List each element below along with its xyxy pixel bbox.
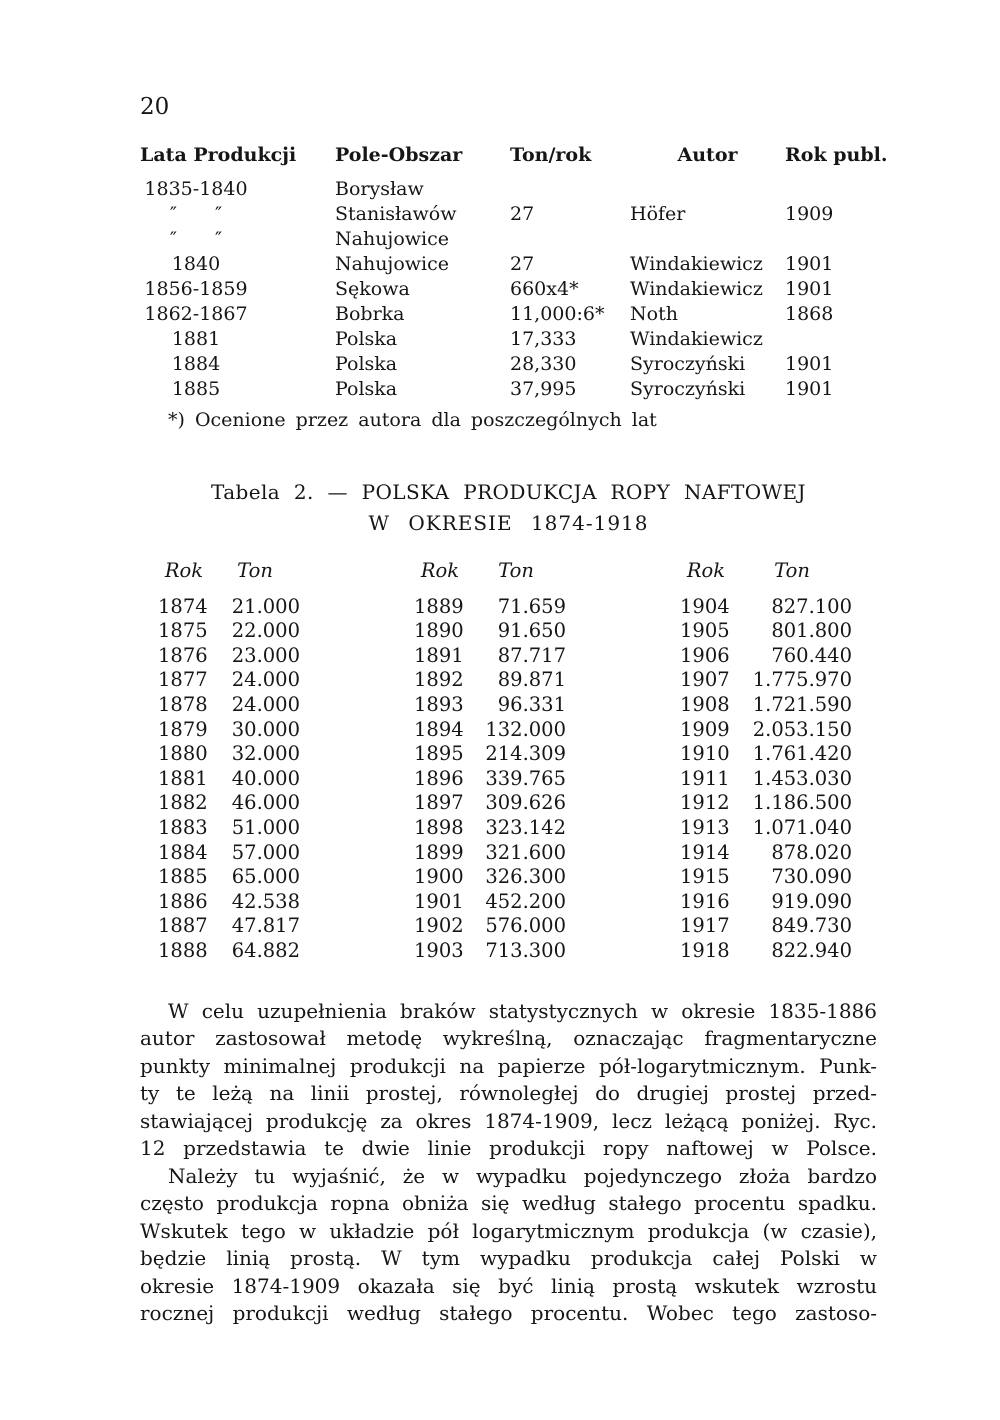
year-ton-row (414, 841, 566, 866)
t1-cell-ton: 17,333 (510, 327, 577, 350)
t1-cell-autor: Windakiewicz (630, 327, 763, 350)
year-ton-row (414, 890, 566, 915)
t1-cell-lata (140, 176, 335, 201)
t2-ton-value: 23.000 (231, 643, 300, 667)
t2-ton-value: 1.453.030 (752, 766, 852, 790)
text-line: W celu uzupełnienia braków statystycznych w okresie 1835-1886 (168, 998, 877, 1023)
year-ton-column-3 (680, 559, 852, 964)
year-ton-row (414, 693, 566, 718)
text-line: okresie 1874-1909 okazała się być linią prostą wskutek wzrostu (140, 1273, 877, 1298)
year-ton-row (680, 865, 852, 890)
t1-cell-autor (630, 176, 785, 201)
t2-year-value: 1885 (158, 865, 208, 889)
t1-cell-lata (140, 351, 335, 376)
t2-ton-value: 849.730 (771, 914, 852, 938)
year-ton-row (158, 668, 300, 693)
t2-ton-value: 24.000 (231, 668, 300, 692)
t2-ton-value: 801.800 (771, 619, 852, 643)
t2-ton-value: 89.871 (497, 668, 566, 692)
t2-ton-value: 96.331 (497, 692, 566, 716)
year-ton-row (680, 619, 852, 644)
year-ton-row (158, 693, 300, 718)
year-ton-row (680, 767, 852, 792)
t1-cell-pole: Polska (335, 327, 398, 350)
text-line: rocznej produkcji według stałego procentu. Wobec tego zastoso- (140, 1301, 877, 1325)
t2-year-value: 1909 (680, 717, 730, 741)
t2-ton-value: 47.817 (231, 914, 300, 938)
t1-cell-lata (140, 226, 335, 251)
t2-year-value: 1875 (158, 619, 208, 643)
t2-year-value: 1888 (158, 938, 208, 962)
year-ton-row (158, 865, 300, 890)
t1-cell-rok-publ: 1901 (785, 377, 834, 400)
t1-cell-ton (510, 226, 630, 251)
t1-cell-rok-publ: 1901 (785, 277, 834, 300)
t1-cell-ton: 660x4* (510, 277, 579, 300)
t1-cell-pole: Polska (335, 377, 398, 400)
t2-year-value: 1886 (158, 889, 208, 913)
t2-year-value: 1916 (680, 889, 730, 913)
t2-year-value: 1914 (680, 840, 730, 864)
year-ton-row (414, 791, 566, 816)
year-ton-row (158, 841, 300, 866)
t1-cell-lata (140, 376, 335, 401)
text-line: 12 przedstawia te dwie linie produkcji ropy naftowej w Polsce. (140, 1136, 877, 1160)
t2-header-ton: Ton (498, 559, 534, 582)
table-row (140, 376, 877, 401)
t2-year-value: 1907 (680, 668, 730, 692)
t2-year-value: 1887 (158, 914, 208, 938)
year-ton-row (680, 914, 852, 939)
text-line: stawiającej produkcję za okres 1874-1909, lecz leżącą poniżej. Ryc. (140, 1108, 877, 1133)
t2-year-value: 1913 (680, 815, 730, 839)
year-ton-row (158, 816, 300, 841)
t2-year-value: 1882 (158, 791, 208, 815)
t2-ton-value: 827.100 (771, 594, 852, 618)
t2-ton-value: 1.186.500 (752, 791, 852, 815)
t2-ton-value: 878.020 (771, 840, 852, 864)
year-ton-row (680, 939, 852, 964)
year-ton-row (414, 816, 566, 841)
production-by-year-table (140, 559, 877, 964)
t2-year-value: 1884 (158, 840, 208, 864)
year-ton-row (158, 595, 300, 620)
t1-cell-pole: Borysław (335, 177, 424, 200)
t2-year-value: 1874 (158, 594, 208, 618)
year-ton-row (414, 865, 566, 890)
t2-year-value: 1880 (158, 742, 208, 766)
t1-cell-rok-publ: 1909 (785, 202, 834, 225)
t2-year-value: 1883 (158, 815, 208, 839)
t1-cell-ton: 28,330 (510, 352, 577, 375)
t2-ton-value: 22.000 (231, 619, 300, 643)
t1-cell-ton: 11,000:6* (510, 302, 605, 325)
year-ton-column-2 (414, 559, 566, 964)
t2-year-value: 1877 (158, 668, 208, 692)
year-ton-header-row (414, 559, 566, 584)
t2-ton-value: 1.721.590 (752, 692, 852, 716)
table-row (140, 226, 877, 251)
t1-cell-ton: 37,995 (510, 377, 577, 400)
t1-cell-autor (630, 226, 785, 251)
page-number: 20 (140, 94, 170, 120)
t1-cell-lata (140, 251, 335, 276)
t2-ton-value: 321.600 (485, 840, 566, 864)
year-ton-row (680, 742, 852, 767)
t1-cell-pole: Bobrka (335, 302, 405, 325)
t2-ton-value: 64.882 (231, 938, 300, 962)
t2-ton-value: 1.775.970 (752, 668, 852, 692)
t2-ton-value: 452.200 (485, 889, 566, 913)
production-sources-table (140, 144, 888, 401)
year-ton-row (680, 595, 852, 620)
t2-year-value: 1895 (414, 742, 464, 766)
body-text (140, 998, 877, 1328)
t2-header-ton: Ton (237, 559, 273, 582)
year-ton-row (158, 644, 300, 669)
table-row (140, 276, 877, 301)
t2-ton-value: 1.071.040 (752, 815, 852, 839)
t2-year-value: 1902 (414, 914, 464, 938)
t2-year-value: 1908 (680, 692, 730, 716)
year-ton-row (680, 668, 852, 693)
t2-ton-value: 576.000 (485, 914, 566, 938)
year-ton-header-row (158, 559, 300, 584)
year-ton-row (680, 816, 852, 841)
text-line: często produkcja ropna obniża się według stałego procentu spadku. (140, 1191, 877, 1215)
t2-year-value: 1901 (414, 889, 464, 913)
t2-year-value: 1894 (414, 717, 464, 741)
t2-header-rok: Rok (686, 559, 726, 582)
t1-cell-lata (140, 326, 335, 351)
t1-header-ton-rok: Ton/rok (510, 144, 592, 166)
t2-year-value: 1891 (414, 643, 464, 667)
t2-ton-value: 32.000 (231, 742, 300, 766)
year-ton-row (414, 718, 566, 743)
t2-year-value: 1900 (414, 865, 464, 889)
t2-ton-value: 713.300 (485, 938, 566, 962)
t2-ton-value: 730.090 (771, 865, 852, 889)
year-ton-row (680, 890, 852, 915)
t2-ton-value: 214.309 (485, 742, 566, 766)
text-line: punkty minimalnej produkcji na papierze pół-logarytmicznym. Punk- (140, 1053, 877, 1078)
t2-year-value: 1889 (414, 594, 464, 618)
year-ton-row (158, 914, 300, 939)
text-line: autor zastosował metodę wykreślną, oznaczając fragmentaryczne (140, 1026, 877, 1050)
t1-lata-value: 1884 (171, 352, 221, 375)
t2-year-value: 1881 (158, 766, 208, 790)
t2-year-value: 1917 (680, 914, 730, 938)
t1-lata-value: 1881 (171, 327, 221, 350)
t2-year-value: 1910 (680, 742, 730, 766)
t1-cell-autor: Höfer (630, 202, 686, 225)
t1-lata-value: 1840 (171, 252, 221, 275)
year-ton-row (158, 939, 300, 964)
t1-cell-ton: 27 (510, 202, 535, 225)
year-ton-row (414, 939, 566, 964)
text-line: ty te leżą na linii prostej, równoległej do drugiej prostej przed- (140, 1081, 877, 1105)
t2-header-rok: Rok (164, 559, 204, 582)
year-ton-row (414, 742, 566, 767)
t1-cell-rok-publ: 1901 (785, 252, 834, 275)
t2-ton-value: 323.142 (485, 815, 566, 839)
t2-ton-value: 24.000 (231, 692, 300, 716)
table2-title-line1: Tabela 2. — POLSKA PRODUKCJA ROPY NAFTOWEJ (211, 480, 806, 504)
t2-ton-value: 30.000 (231, 717, 300, 741)
year-ton-header-row (680, 559, 852, 584)
t2-year-value: 1878 (158, 692, 208, 716)
text-line: Należy tu wyjaśnić, że w wypadku pojedynczego złoża bardzo (168, 1163, 877, 1188)
table-row (140, 301, 877, 326)
t2-ton-value: 132.000 (485, 717, 566, 741)
text-line: Wskutek tego w układzie pół logarytmicznym produkcja (w czasie), (140, 1218, 877, 1243)
year-ton-row (414, 914, 566, 939)
t1-cell-pole: Nahujowice (335, 227, 449, 250)
t2-ton-value: 57.000 (231, 840, 300, 864)
table2-title-line2: W OKRESIE 1874-1918 (368, 511, 649, 535)
t1-cell-autor: Syroczyński (630, 377, 746, 400)
year-ton-column-1 (158, 559, 300, 964)
t2-ton-value: 21.000 (231, 594, 300, 618)
year-ton-row (158, 742, 300, 767)
t1-cell-autor: Windakiewicz (630, 277, 763, 300)
t2-ton-value: 339.765 (485, 766, 566, 790)
t1-lata-value: 1862-1867 (144, 302, 248, 325)
t2-year-value: 1896 (414, 766, 464, 790)
t2-year-value: 1918 (680, 938, 730, 962)
t1-cell-lata (140, 276, 335, 301)
t1-header-lata-produkcji: Lata Produkcji (140, 144, 297, 166)
t1-header-autor: Autor (677, 144, 738, 166)
t1-cell-autor: Windakiewicz (630, 252, 763, 275)
t2-ton-value: 87.717 (497, 643, 566, 667)
year-ton-row (680, 841, 852, 866)
t1-lata-value: ″ ″ (169, 202, 223, 225)
text-line: będzie linią prostą. W tym wypadku produkcja całej Polski w (140, 1246, 877, 1270)
table-row (140, 176, 877, 201)
year-ton-row (414, 595, 566, 620)
year-ton-row (414, 668, 566, 693)
t1-cell-lata (140, 201, 335, 226)
t2-ton-value: 760.440 (771, 643, 852, 667)
t2-year-value: 1905 (680, 619, 730, 643)
year-ton-row (680, 718, 852, 743)
t2-ton-value: 71.659 (497, 594, 566, 618)
t2-year-value: 1876 (158, 643, 208, 667)
t1-cell-rok-publ: 1868 (785, 302, 834, 325)
t2-header-rok: Rok (420, 559, 460, 582)
t1-header-rok-publ: Rok publ. (785, 144, 888, 166)
t2-year-value: 1912 (680, 791, 730, 815)
paragraph-1 (140, 998, 877, 1163)
t2-year-value: 1911 (680, 766, 730, 790)
t2-year-value: 1899 (414, 840, 464, 864)
year-ton-row (414, 619, 566, 644)
t1-cell-pole: Nahujowice (335, 252, 449, 275)
t2-ton-value: 326.300 (485, 865, 566, 889)
year-ton-row (414, 644, 566, 669)
table-row (140, 251, 877, 276)
table2-title (140, 477, 877, 539)
t1-lata-value: ″ ″ (169, 227, 223, 250)
t1-cell-rok-publ (785, 226, 877, 251)
t1-cell-ton (510, 176, 630, 201)
t2-ton-value: 822.940 (771, 938, 852, 962)
t1-cell-pole: Stanisławów (335, 202, 457, 225)
t2-ton-value: 65.000 (231, 865, 300, 889)
t2-ton-value: 1.761.420 (752, 742, 852, 766)
t2-year-value: 1892 (414, 668, 464, 692)
table-row (140, 201, 877, 226)
t2-ton-value: 91.650 (497, 619, 566, 643)
year-ton-row (158, 890, 300, 915)
paragraph-2 (140, 1163, 877, 1328)
t2-ton-value: 2.053.150 (752, 717, 852, 741)
table1-header-row (140, 144, 877, 176)
t1-cell-lata (140, 301, 335, 326)
t2-year-value: 1904 (680, 594, 730, 618)
year-ton-row (158, 619, 300, 644)
t1-cell-pole: Sękowa (335, 277, 410, 300)
table-row (140, 351, 877, 376)
t1-lata-value: 1856-1859 (144, 277, 248, 300)
t1-cell-rok-publ: 1901 (785, 352, 834, 375)
t2-year-value: 1879 (158, 717, 208, 741)
year-ton-row (680, 693, 852, 718)
t2-year-value: 1906 (680, 643, 730, 667)
t2-ton-value: 51.000 (231, 815, 300, 839)
t1-cell-autor: Syroczyński (630, 352, 746, 375)
t2-year-value: 1903 (414, 938, 464, 962)
t2-year-value: 1915 (680, 865, 730, 889)
t2-ton-value: 40.000 (231, 766, 300, 790)
year-ton-row (158, 718, 300, 743)
t1-header-pole-obszar: Pole-Obszar (335, 144, 463, 166)
t2-year-value: 1897 (414, 791, 464, 815)
t1-cell-rok-publ (785, 326, 877, 351)
year-ton-row (158, 791, 300, 816)
t2-year-value: 1890 (414, 619, 464, 643)
t2-ton-value: 309.626 (485, 791, 566, 815)
t1-cell-autor: Noth (630, 302, 678, 325)
t2-year-value: 1893 (414, 692, 464, 716)
t2-ton-value: 919.090 (771, 889, 852, 913)
year-ton-row (158, 767, 300, 792)
year-ton-row (414, 767, 566, 792)
t2-ton-value: 42.538 (231, 889, 300, 913)
year-ton-row (680, 644, 852, 669)
t2-year-value: 1898 (414, 815, 464, 839)
t1-cell-pole: Polska (335, 352, 398, 375)
t2-ton-value: 46.000 (231, 791, 300, 815)
t2-header-ton: Ton (774, 559, 810, 582)
t1-cell-rok-publ (785, 176, 877, 201)
t1-lata-value: 1885 (171, 377, 221, 400)
year-ton-row (680, 791, 852, 816)
table-row (140, 326, 877, 351)
table1-footnote: *) Ocenione przez autora dla poszczególnych lat (168, 409, 657, 431)
t1-cell-ton: 27 (510, 252, 535, 275)
t1-lata-value: 1835-1840 (144, 177, 248, 200)
